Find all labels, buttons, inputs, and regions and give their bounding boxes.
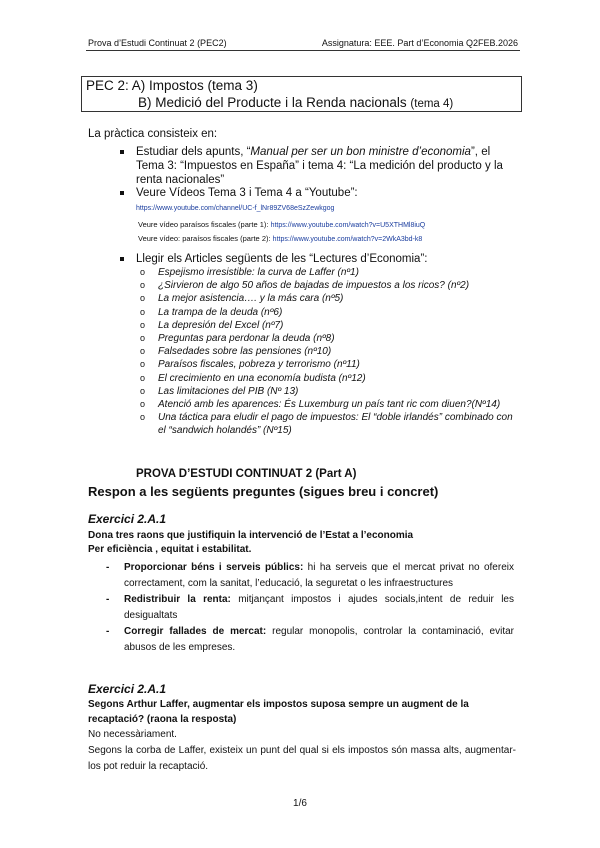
answer-item [106, 592, 514, 624]
articles-list [140, 266, 520, 438]
article-item: o Paraísos fiscales, pobreza y terrorismo (nº11) [140, 358, 520, 371]
title-line-2 [86, 94, 517, 113]
exercise-1-title: Exercici 2.A.1 [88, 512, 167, 526]
study-text-post: ”, el Tema 3: “Impuestos en España” i tema 4: “La medición del producto y la renta nacionales” [136, 146, 503, 186]
study-text-pre: Estudiar dels apunts, “ [136, 146, 251, 158]
intro-text: La pràctica consisteix en: [88, 128, 218, 140]
title-line-2-main: B) Medició del Producte i la Renda nacionals [138, 95, 407, 110]
article-item: o El crecimiento en una economía budista (nº12) [140, 372, 520, 385]
answer-item-label: Proporcionar béns i serveis públics: [124, 562, 304, 573]
part-a-subtitle: Respon a les següents preguntes (sigues breu i concret) [88, 484, 439, 499]
exercise-2-answer-1: No necessàriament. [88, 729, 177, 740]
article-item: o Espejismo irresistible: la curva de Laffer (nº1) [140, 266, 520, 279]
bullet-articles: Llegir els Articles següents de les “Lectures d’Economia”: [118, 252, 518, 266]
videos-text: Veure Vídeos Tema 3 i Tema 4 a “Youtube”: [136, 187, 358, 199]
video-1-label: Veure vídeo paraísos fiscales (parte 1): [138, 220, 269, 229]
answer-item-text: hi ha serveis que el mercat privat no ofereix correctament, com la sanitat, l’educació, la seguretat o les infraestructures [124, 562, 514, 589]
page-number: 1/6 [293, 798, 307, 809]
header-rule [86, 50, 520, 51]
part-a-title: PROVA D’ESTUDI CONTINUAT 2 (Part A) [136, 468, 357, 480]
exercise-2-question: Segons Arthur Laffer, augmentar els impostos suposa sempre un augment de la recaptació? (raona la resposta) [88, 699, 469, 725]
exercise-1-answer-list [106, 560, 514, 656]
bullet-videos [118, 186, 518, 216]
title-box [81, 76, 522, 112]
exercise-1-answer-intro: Per eficiència , equitat i estabilitat. [88, 544, 252, 555]
video-1-link[interactable]: https://www.youtube.com/watch?v=U5XTHMl8iuQ [270, 222, 426, 229]
title-line-2-small: (tema 4) [410, 98, 454, 110]
article-item: o ¿Sirvieron de algo 50 años de bajadas de impuestos a los ricos? (nº2) [140, 279, 520, 292]
bullet-list-2 [118, 186, 518, 216]
article-item: o Las limitaciones del PIB (Nº 13) [140, 385, 520, 398]
article-item: o La mejor asistencia…. y la más cara (nº5) [140, 292, 520, 305]
article-item: o La depresión del Excel (nº7) [140, 319, 520, 332]
videos-link[interactable]: https://www.youtube.com/channel/UC-f_lNr89ZV68eSzZewkgog [136, 205, 335, 212]
study-text-italic: Manual per ser un bon ministre d’economia [250, 146, 471, 158]
answer-item-label: Redistribuir la renta: [124, 594, 231, 605]
video-2-label: Veure vídeo: paraísos fiscales (parte 2): [138, 234, 271, 243]
article-item: o Una táctica para eludir el pago de impuestos: El “doble irlandés” combinado con el “sandwich holandés” (Nº15) [140, 411, 520, 437]
article-item: o Falsedades sobre las pensiones (nº10) [140, 345, 520, 358]
video-2-line [138, 234, 422, 243]
bullet-list-3 [118, 252, 518, 266]
bullet-study [118, 145, 518, 187]
answer-item-label: Corregir fallades de mercat: [124, 626, 267, 637]
answer-item-text: regular monopolis, controlar la contaminació, evitar abusos de les empreses. [124, 626, 514, 653]
article-item: o Preguntas para perdonar la deuda (nº8) [140, 332, 520, 345]
article-item: o La trampa de la deuda (nº6) [140, 306, 520, 319]
exercise-1-question: Dona tres raons que justifiquin la intervenció de l’Estat a l’economia [88, 530, 414, 541]
title-line-1: PEC 2: A) Impostos (tema 3) [86, 78, 258, 93]
exercise-2-title: Exercici 2.A.1 [88, 682, 167, 696]
bullet-list-1 [118, 145, 518, 187]
header-left: Prova d’Estudi Continuat 2 (PEC2) [88, 38, 227, 48]
answer-item [106, 624, 514, 656]
exercise-2-answer-2: Segons la corba de Laffer, existeix un punt del qual si els impostos són massa alts, augmentar-los pot reduir la recaptació. [88, 745, 516, 772]
header-right: Assignatura: EEE. Part d’Economia Q2FEB.2026 [321, 38, 518, 48]
article-item: o Atenció amb les aparences: És Luxemburg un país tant ric com diuen?(Nº14) [140, 398, 520, 411]
page-header [88, 38, 518, 48]
answer-item-text: mitjançant impostos i ajudes socials,intent de reduir les desigualtats [124, 594, 514, 621]
video-1-line [138, 220, 425, 229]
video-2-link[interactable]: https://www.youtube.com/watch?v=2WkA3bd-k8 [272, 236, 423, 243]
answer-item [106, 560, 514, 592]
